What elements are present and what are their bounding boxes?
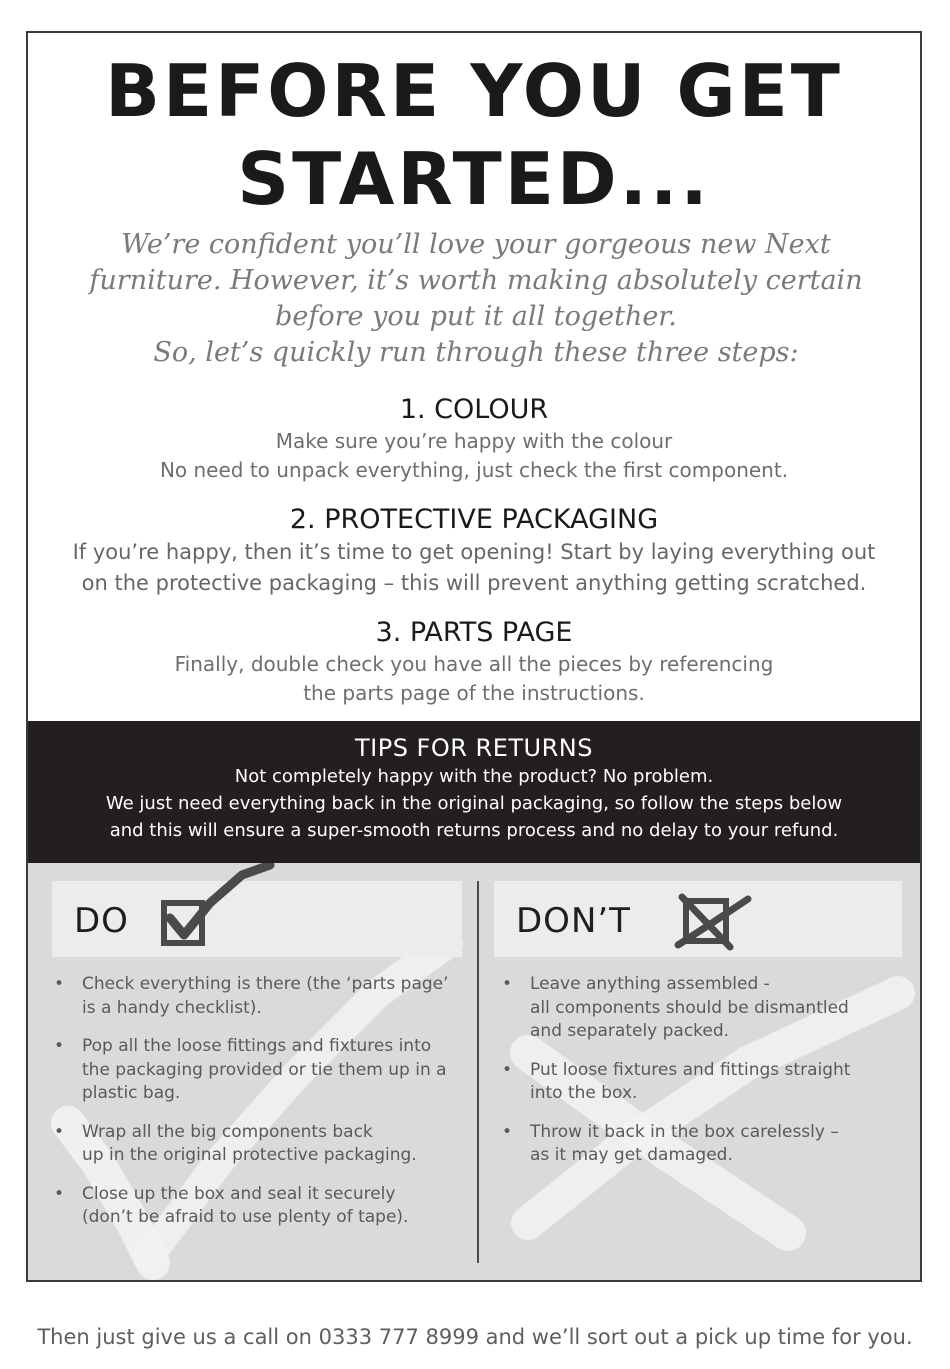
list-item (52, 1121, 472, 1168)
list-item-line: plastic bag. (82, 1083, 181, 1103)
cross-box-icon (672, 885, 772, 965)
title-line-1: BEFORE YOU GET (105, 49, 843, 133)
intro-text (48, 227, 904, 371)
list-item (52, 1035, 472, 1106)
list-item-line: as it may get damaged. (530, 1145, 733, 1165)
list-item (52, 1183, 472, 1230)
list-item-line: • Close up the box and seal it securely (82, 1183, 396, 1204)
list-item-line: all components should be dismantled (530, 997, 849, 1018)
title-line-2: STARTED... (237, 137, 711, 221)
step-text: No need to unpack everything, just check the first component. (159, 458, 789, 482)
list-item-line: and separately packed. (530, 1021, 730, 1041)
list-item-line: up in the original protective packaging. (82, 1145, 417, 1165)
tips-text: Not completely happy with the product? No problem. (234, 766, 714, 787)
step-protective-packaging (28, 503, 920, 599)
list-item-line: • Put loose fixtures and fittings straight (530, 1059, 851, 1080)
do-dont-panel (28, 863, 920, 1282)
dont-list (500, 973, 900, 1183)
intro-line: before you put it all together. (275, 301, 677, 332)
list-item (500, 973, 900, 1044)
footer-call-text: Then just give us a call on 0333 777 8999 and we’ll sort out a pick up time for you. (37, 1325, 913, 1349)
step-heading: 2. PROTECTIVE PACKAGING (289, 504, 659, 535)
list-item-line: into the box. (530, 1083, 638, 1103)
do-label: DO (74, 901, 129, 941)
page-title (28, 47, 920, 223)
check-box-icon (152, 863, 282, 953)
tips-heading: TIPS FOR RETURNS (354, 734, 593, 762)
list-item-line: • Pop all the loose fittings and fixtures into (82, 1036, 432, 1056)
tips-text: and this will ensure a super-smooth returns process and no delay to your refund. (109, 820, 839, 841)
list-item-line: (don’t be afraid to use plenty of tape). (82, 1207, 409, 1227)
list-item-line: • Wrap all the big components back (82, 1121, 373, 1142)
column-divider (477, 881, 479, 1263)
tips-text: We just need everything back in the original packaging, so follow the steps below (105, 793, 843, 814)
returns-tips-banner (28, 721, 920, 863)
list-item-line: the packaging provided or tie them up in a (82, 1059, 447, 1080)
instruction-card (26, 31, 922, 1282)
step-text: on the protective packaging – this will prevent anything getting scratched. (81, 571, 867, 595)
do-header (52, 881, 462, 957)
step-text: Make sure you’re happy with the colour (275, 429, 673, 453)
dont-header (494, 881, 902, 957)
list-item-line: is a handy checklist). (82, 997, 262, 1018)
intro-line: So, let’s quickly run through these three steps: (153, 337, 799, 368)
dont-label: DON’T (516, 901, 631, 941)
step-heading: 3. PARTS PAGE (375, 617, 573, 648)
list-item (52, 973, 472, 1020)
list-item (500, 1059, 900, 1106)
step-colour (28, 393, 920, 485)
do-list (52, 973, 472, 1245)
intro-line: furniture. However, it’s worth making absolutely certain (89, 265, 863, 296)
step-parts-page (28, 616, 920, 708)
list-item-line: • Check everything is there (the ‘parts page’ (82, 974, 449, 994)
list-item (500, 1121, 900, 1168)
list-item-line: • Throw it back in the box carelessly – (530, 1121, 839, 1142)
step-text: If you’re happy, then it’s time to get opening! Start by laying everything out (72, 540, 876, 564)
step-text: the parts page of the instructions. (303, 681, 645, 705)
step-text: Finally, double check you have all the pieces by referencing (174, 652, 774, 676)
step-heading: 1. COLOUR (399, 394, 549, 425)
list-item-line: • Leave anything assembled - (530, 974, 770, 994)
intro-line: We’re confident you’ll love your gorgeous new Next (121, 229, 831, 260)
